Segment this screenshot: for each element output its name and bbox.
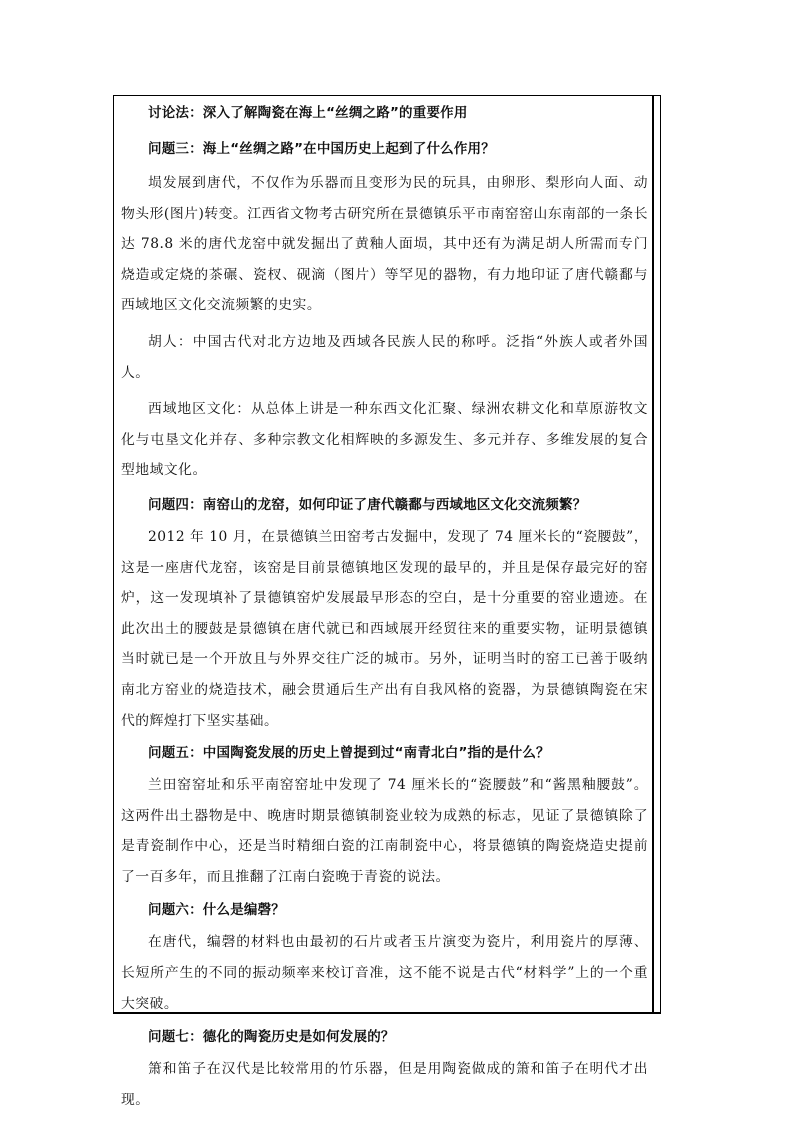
lesson-content	[121, 101, 648, 1115]
discussion-heading: 讨论法：深入了解陶瓷在海上“丝绸之路”的重要作用	[148, 105, 468, 121]
question-4-paragraph: 2012 年 10 月，在景德镇兰田窑考古发掘中，发现了 74 厘米长的“瓷腰鼓”，这是一座唐代龙窑，该窑是目前景德镇地区发现的最早的，并且是保存最完好的窑炉，这一发现填补了景德镇窑炉发展最早形态的空白，是十分重要的窑业遗迹。在此次出土的腰鼓是景德镇在唐代就已和西域展开经贸往来的重要实物，证明景德镇当时就已是一个开放且与外界交往广泛的城市。另外，证明当时的窑工已善于吸纳南北方窑业的烧造技术，融会贯通后生产出有自我风格的瓷器，为景德镇陶瓷在宋代的辉煌打下坚实基础。	[121, 528, 648, 729]
question-7-heading: 问题七：德化的陶瓷历史是如何发展的？	[148, 1029, 395, 1046]
question-3-paragraph: 埙发展到唐代，不仅作为乐器而且变形为民的玩具，由卵形、梨形向人面、动物头形(图片)转变。江西省文物考古研究所在景德镇乐平市南窑窑山东南部的一条长达 78.8 米的唐代龙窑中就发掘出了黄釉人面埙，其中还有为满足胡人所需而专门烧造或定烧的茶碾、瓷杈、砚滴（图片）等罕见的器物，有力地印证了唐代赣鄱与西域地区文化交流频繁的史实。	[121, 175, 648, 314]
question-4-heading: 问题四：南窑山的龙窑，如何印证了唐代赣鄱与西域地区文化交流频繁？	[148, 496, 587, 513]
question-5-heading: 问题五：中国陶瓷发展的历史上曾提到过“南青北白”指的是什么？	[148, 745, 550, 762]
western-regions-definition: 西域地区文化：从总体上讲是一种东西文化汇聚、绿洲农耕文化和草原游牧文化与屯垦文化并存、多种宗教文化相辉映的多源发生、多元并存、多维发展的复合型地域文化。	[121, 401, 648, 479]
column-divider	[652, 95, 654, 1014]
question-6-paragraph: 在唐代，编磬的材料也由最初的石片或者玉片演变为瓷片，利用瓷片的厚薄、长短所产生的不同的振动频率来校订音准，这不能不说是古代“材料学”上的一个重大突破。	[121, 934, 648, 1012]
question-3-heading: 问题三：海上“丝绸之路”在中国历史上起到了什么作用？	[148, 141, 495, 157]
question-5-paragraph: 兰田窑窑址和乐平南窑窑址中发现了 74 厘米长的“瓷腰鼓”和“酱黑釉腰鼓”。这两件出土器物是中、晚唐时期景德镇制瓷业较为成熟的标志，见证了景德镇除了是青瓷制作中心，还是当时精细白瓷的江南制瓷中心，将景德镇的陶瓷烧造史提前了一百多年，而且推翻了江南白瓷晚于青瓷的说法。	[121, 777, 648, 885]
question-6-heading: 问题六：什么是编磬？	[148, 902, 285, 919]
huren-definition: 胡人：中国古代对北方边地及西域各民族人民的称呼。泛指“外族人或者外国人。	[121, 333, 648, 381]
question-7-paragraph: 箫和笛子在汉代是比较常用的竹乐器，但是用陶瓷做成的箫和笛子在明代才出现。	[121, 1061, 648, 1108]
